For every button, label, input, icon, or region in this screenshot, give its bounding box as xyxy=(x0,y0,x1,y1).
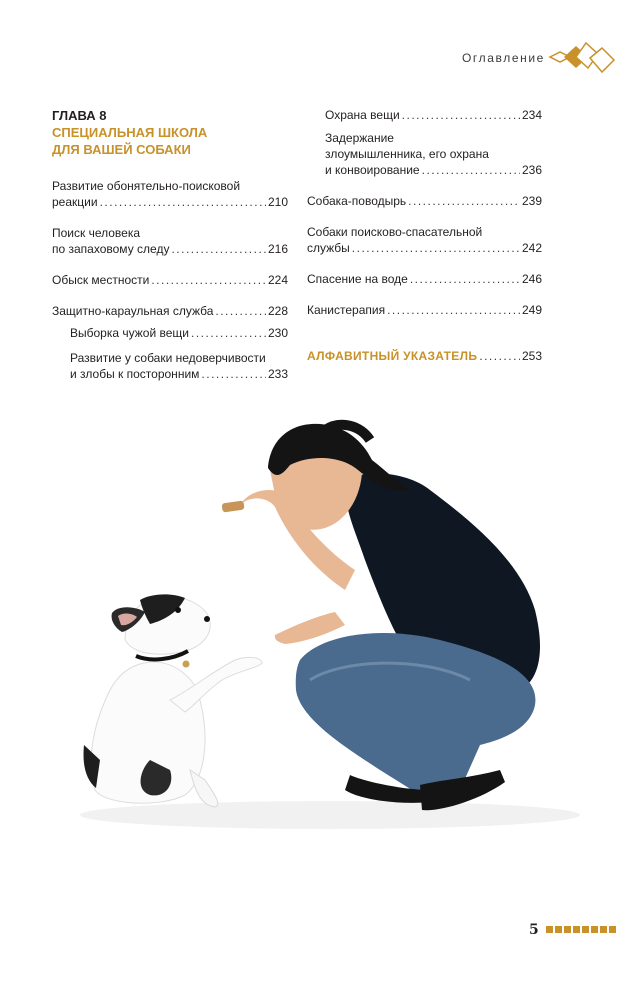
toc-entry-text: и злобы к посторонним xyxy=(70,367,200,381)
toc-page-number: 228 xyxy=(267,304,288,318)
toc-entry-text: Развитие у собаки недоверчивости xyxy=(70,351,266,365)
toc-entry-text: и конвоирование xyxy=(325,163,420,177)
toc-entry-text: Охрана вещи xyxy=(325,108,400,122)
toc-page-number: 249 xyxy=(521,303,542,317)
toc-page-number: 253 xyxy=(521,349,542,363)
toc-entry-text: Выборка чужой вещи xyxy=(70,326,189,340)
dog-illustration xyxy=(84,594,263,807)
toc-entry-text: злоумышленника, его охрана xyxy=(325,147,489,161)
toc-page-number: 239 xyxy=(521,194,542,208)
toc-page-number: 224 xyxy=(267,273,288,287)
toc-page-number: 210 xyxy=(267,195,288,209)
page-number-ornament xyxy=(546,926,616,933)
toc-entry-text: по запаховому следу xyxy=(52,242,170,256)
woman-illustration xyxy=(222,424,540,810)
toc-page-number: 236 xyxy=(521,163,542,177)
toc-entry-text: Собаки поисково-спасательной xyxy=(307,225,483,239)
toc-page-number: 246 xyxy=(521,272,542,286)
index-entry-text: АЛФАВИТНЫЙ УКАЗАТЕЛЬ xyxy=(307,349,478,363)
chapter-title-line2: ДЛЯ ВАШЕЙ СОБАКИ xyxy=(52,142,191,157)
chapter-number: ГЛАВА 8 xyxy=(52,108,107,123)
running-header: Оглавление xyxy=(462,51,545,65)
toc-entry-text: Канистерапия xyxy=(307,303,386,317)
toc-page-number: 216 xyxy=(267,242,288,256)
toc-entry-text: службы xyxy=(307,241,350,255)
toc-entry-text: Развитие обонятельно-поисковой xyxy=(52,179,241,193)
toc-page-number: 234 xyxy=(521,108,542,122)
toc-entry-text: Спасение на воде xyxy=(307,272,408,286)
toc-page-number: 233 xyxy=(267,367,288,381)
page-number: 5 xyxy=(529,922,539,938)
toc-page-number: 242 xyxy=(521,241,542,255)
toc-page-number: 230 xyxy=(267,326,288,340)
toc-entry-text: Задержание xyxy=(325,131,394,145)
toc-entry-text: Обыск местности xyxy=(52,273,150,287)
toc-entry-text: реакции xyxy=(52,195,98,209)
toc-entry-text: Собака-поводырь xyxy=(307,194,407,208)
toc-entry-text: Поиск человека xyxy=(52,226,141,240)
chapter-title-line1: СПЕЦИАЛЬНАЯ ШКОЛА xyxy=(52,125,208,140)
toc-entry-text: Защитно-караульная служба xyxy=(52,304,214,318)
